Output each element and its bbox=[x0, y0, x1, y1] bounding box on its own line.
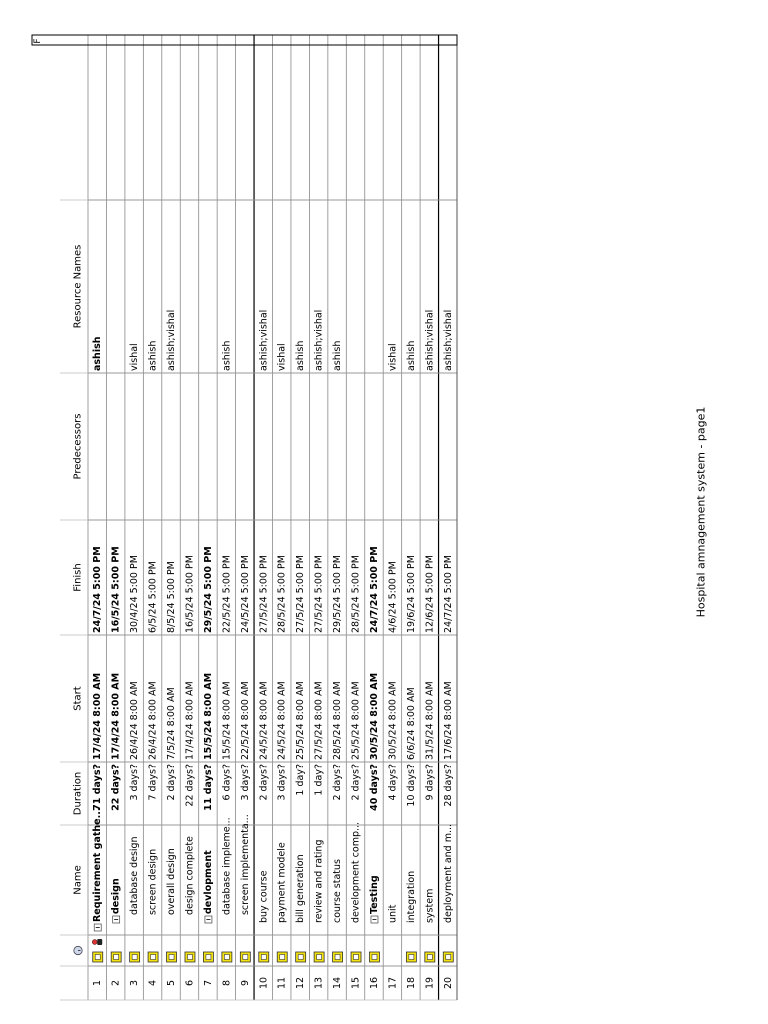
table-row[interactable] bbox=[129, 343, 140, 986]
task-duration: 1 day? bbox=[295, 764, 307, 796]
task-duration: 3 days? bbox=[239, 764, 251, 801]
task-resources: ashish;vishal bbox=[313, 309, 325, 371]
task-finish: 24/7/24 5:00 PM bbox=[442, 555, 454, 633]
task-id: 10 bbox=[258, 976, 270, 990]
task-id: 19 bbox=[424, 976, 436, 990]
collapse-toggle-icon[interactable] bbox=[94, 924, 101, 931]
task-start: 26/4/24 8:00 AM bbox=[147, 681, 159, 760]
task-info-icon bbox=[296, 952, 306, 962]
table-row[interactable] bbox=[166, 310, 177, 986]
collapse-toggle-icon[interactable] bbox=[205, 916, 212, 923]
table-row[interactable] bbox=[221, 341, 232, 986]
task-id: 14 bbox=[332, 976, 344, 990]
task-info-icon bbox=[425, 952, 435, 962]
task-info-icon bbox=[333, 952, 343, 962]
resource-user-icon bbox=[92, 939, 102, 945]
task-name: payment modele bbox=[276, 842, 288, 923]
task-start: 28/5/24 8:00 AM bbox=[332, 681, 344, 760]
task-duration: 6 days? bbox=[221, 764, 233, 801]
task-name: design complete bbox=[184, 836, 196, 915]
task-start: 25/5/24 8:00 AM bbox=[295, 681, 307, 760]
task-finish: 28/5/24 5:00 PM bbox=[350, 555, 362, 633]
task-id: 17 bbox=[387, 976, 399, 990]
task-resources: vishal bbox=[387, 343, 399, 371]
task-start: 17/4/24 8:00 AM bbox=[184, 681, 196, 760]
task-id: 3 bbox=[129, 979, 141, 987]
task-finish: 27/5/24 5:00 PM bbox=[313, 555, 325, 633]
task-info-icon bbox=[167, 952, 177, 962]
table-row[interactable] bbox=[277, 343, 288, 989]
task-name: screen implementa... bbox=[239, 814, 251, 915]
table-row[interactable] bbox=[406, 341, 417, 989]
task-info-icon bbox=[314, 952, 324, 962]
task-info-icon bbox=[93, 952, 103, 962]
task-start: 24/5/24 8:00 AM bbox=[258, 681, 270, 760]
table-row[interactable] bbox=[111, 546, 122, 986]
task-name: database impleme... bbox=[221, 817, 233, 915]
task-duration: 4 days? bbox=[387, 764, 399, 801]
task-duration: 7 days? bbox=[147, 764, 159, 801]
task-info-icon bbox=[185, 952, 195, 962]
task-name: bill generation bbox=[295, 854, 307, 923]
table-row[interactable] bbox=[314, 310, 325, 989]
task-id: 7 bbox=[202, 979, 214, 987]
table-row[interactable] bbox=[424, 310, 435, 989]
task-duration: 2 days? bbox=[166, 764, 178, 801]
task-duration: 11 days? bbox=[202, 764, 214, 811]
column-headers bbox=[33, 38, 84, 954]
task-duration: 3 days? bbox=[276, 764, 288, 801]
task-resources: ashish;vishal bbox=[258, 309, 270, 371]
task-name: integration bbox=[405, 870, 417, 923]
column-header-predecessors: Predecessors bbox=[72, 413, 84, 480]
task-info-icon bbox=[222, 952, 232, 962]
task-resources: ashish bbox=[147, 340, 159, 371]
table-row[interactable] bbox=[240, 555, 251, 986]
task-start: 26/4/24 8:00 AM bbox=[129, 681, 141, 760]
task-finish: 28/5/24 5:00 PM bbox=[276, 555, 288, 633]
task-start: 31/5/24 8:00 AM bbox=[424, 681, 436, 760]
task-name: Requirement gathe... bbox=[92, 807, 104, 922]
task-finish: 29/5/24 5:00 PM bbox=[332, 555, 344, 633]
task-finish: 29/5/24 5:00 PM bbox=[202, 546, 214, 633]
task-start: 6/6/24 8:00 AM bbox=[405, 687, 417, 760]
task-info-icon bbox=[351, 952, 361, 962]
task-name: screen design bbox=[147, 848, 159, 915]
task-start: 22/5/24 8:00 AM bbox=[239, 681, 251, 760]
task-start: 24/5/24 8:00 AM bbox=[276, 681, 288, 760]
task-duration: 22 days? bbox=[184, 764, 196, 807]
task-resources: ashish bbox=[92, 336, 104, 371]
table-row[interactable] bbox=[148, 341, 159, 986]
task-info-icon bbox=[406, 952, 416, 962]
task-id: 12 bbox=[295, 976, 307, 990]
task-id: 18 bbox=[405, 976, 417, 990]
table-row[interactable] bbox=[258, 310, 269, 989]
task-name: buy course bbox=[258, 870, 270, 923]
task-name: deployment and m... bbox=[442, 823, 454, 923]
task-duration: 40 days? bbox=[368, 764, 380, 811]
task-info-icon bbox=[443, 952, 453, 962]
task-name: unit bbox=[387, 904, 399, 923]
task-rows bbox=[92, 310, 454, 989]
task-start: 17/4/24 8:00 AM bbox=[92, 672, 104, 760]
task-start: 25/5/24 8:00 AM bbox=[350, 681, 362, 760]
task-id: 8 bbox=[221, 979, 233, 987]
task-name: devlopment bbox=[202, 850, 214, 914]
task-info-icon bbox=[277, 952, 287, 962]
table-row[interactable] bbox=[351, 555, 362, 989]
task-info-icon bbox=[240, 952, 250, 962]
column-header-resources: Resource Names bbox=[72, 244, 84, 329]
task-duration: 2 days? bbox=[350, 764, 362, 801]
task-duration: 2 days? bbox=[332, 764, 344, 801]
task-resources: vishal bbox=[276, 343, 288, 371]
task-id: 6 bbox=[184, 979, 196, 987]
task-id: 2 bbox=[110, 979, 122, 987]
task-resources: ashish bbox=[332, 340, 344, 371]
table-row[interactable] bbox=[295, 341, 306, 989]
task-start: 15/5/24 8:00 AM bbox=[221, 681, 233, 760]
info-icon bbox=[74, 946, 82, 954]
column-header-duration: Duration bbox=[72, 771, 84, 816]
column-header-name: Name bbox=[72, 865, 84, 895]
task-id: 1 bbox=[92, 979, 104, 987]
task-finish: 24/7/24 5:00 PM bbox=[92, 546, 104, 633]
task-duration: 2 days? bbox=[258, 764, 270, 801]
task-finish: 19/6/24 5:00 PM bbox=[405, 555, 417, 633]
task-info-icon bbox=[369, 952, 379, 962]
task-info-icon bbox=[203, 952, 213, 962]
task-id: 15 bbox=[350, 976, 362, 990]
task-finish: 8/5/24 5:00 PM bbox=[166, 561, 178, 633]
task-resources: ashish;vishal bbox=[442, 309, 454, 371]
task-finish: 24/5/24 5:00 PM bbox=[239, 555, 251, 633]
task-name: design bbox=[110, 878, 122, 914]
task-start: 17/4/24 8:00 AM bbox=[110, 672, 122, 760]
task-finish: 12/6/24 5:00 PM bbox=[424, 555, 436, 633]
task-duration: 10 days? bbox=[405, 764, 417, 807]
task-resources: ashish bbox=[295, 340, 307, 371]
task-duration: 71 days? bbox=[92, 764, 104, 811]
table-row[interactable] bbox=[92, 336, 103, 986]
task-start: 30/5/24 8:00 AM bbox=[368, 672, 380, 760]
task-finish: 16/5/24 5:00 PM bbox=[184, 555, 196, 633]
table-row[interactable] bbox=[443, 310, 454, 989]
task-resources: ashish bbox=[221, 340, 233, 371]
task-duration: 1 day? bbox=[313, 764, 325, 796]
task-info-icon bbox=[111, 952, 121, 962]
task-resources: ashish;vishal bbox=[424, 309, 436, 371]
task-resources: vishal bbox=[129, 343, 141, 371]
collapse-toggle-icon[interactable] bbox=[113, 916, 120, 923]
table-row[interactable] bbox=[184, 555, 195, 986]
task-id: 20 bbox=[442, 976, 454, 990]
task-finish: 22/5/24 5:00 PM bbox=[221, 555, 233, 633]
task-id: 13 bbox=[313, 976, 325, 990]
task-name: review and rating bbox=[313, 839, 325, 923]
task-info-icon bbox=[148, 952, 158, 962]
column-header-start: Start bbox=[72, 686, 84, 711]
task-duration: 22 days? bbox=[110, 764, 122, 811]
task-start: 17/6/24 8:00 AM bbox=[442, 681, 454, 760]
task-finish: 27/5/24 5:00 PM bbox=[295, 555, 307, 633]
task-duration: 28 days? bbox=[442, 764, 454, 807]
collapse-toggle-icon[interactable] bbox=[371, 916, 378, 923]
task-start: 30/5/24 8:00 AM bbox=[387, 681, 399, 760]
table-row[interactable] bbox=[369, 546, 380, 989]
task-id: 16 bbox=[368, 976, 380, 990]
task-duration: 3 days? bbox=[129, 764, 141, 801]
task-finish: 16/5/24 5:00 PM bbox=[110, 546, 122, 633]
task-start: 15/5/24 8:00 AM bbox=[202, 672, 214, 760]
task-id: 4 bbox=[147, 979, 159, 987]
task-id: 9 bbox=[239, 979, 251, 987]
column-header-edge: F bbox=[33, 38, 43, 44]
table-row[interactable] bbox=[387, 343, 398, 989]
task-finish: 4/6/24 5:00 PM bbox=[387, 561, 399, 633]
task-resources: ashish bbox=[405, 340, 417, 371]
task-name: database design bbox=[129, 836, 141, 915]
task-finish: 6/5/24 5:00 PM bbox=[147, 561, 159, 633]
task-start: 7/5/24 8:00 AM bbox=[166, 687, 178, 760]
table-row[interactable] bbox=[332, 341, 343, 989]
task-resources: ashish;vishal bbox=[166, 309, 178, 371]
task-name: system bbox=[424, 888, 436, 923]
task-id: 5 bbox=[166, 979, 178, 987]
column-header-finish: Finish bbox=[72, 563, 84, 592]
task-id: 11 bbox=[276, 976, 288, 990]
task-info-icon bbox=[130, 952, 140, 962]
task-start: 27/5/24 8:00 AM bbox=[313, 681, 325, 760]
task-finish: 27/5/24 5:00 PM bbox=[258, 555, 270, 633]
task-name: overall design bbox=[166, 848, 178, 915]
task-finish: 30/4/24 5:00 PM bbox=[129, 555, 141, 633]
task-info-icon bbox=[259, 952, 269, 962]
task-finish: 24/7/24 5:00 PM bbox=[368, 546, 380, 633]
footer-text: Hospital amnagement system - page1 bbox=[694, 406, 708, 618]
task-duration: 9 days? bbox=[424, 764, 436, 801]
task-name: Testing bbox=[368, 875, 380, 914]
task-name: development comp... bbox=[350, 821, 362, 923]
task-name: course status bbox=[332, 859, 344, 923]
table-row[interactable] bbox=[203, 546, 214, 986]
